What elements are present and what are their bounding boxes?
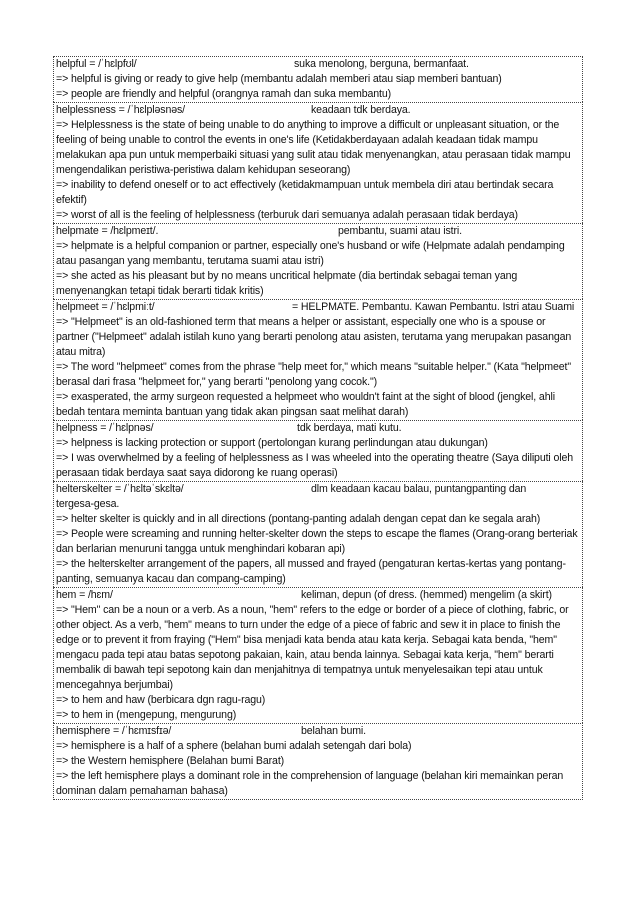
entry-helpful <box>53 56 583 102</box>
entry-head <box>56 588 580 603</box>
example-line: => to hem and haw (berbicara dgn ragu-ragu) <box>56 694 266 706</box>
example-line: => to hem in (mengepung, mengurung) <box>56 709 237 721</box>
definition-continued: tergesa-gesa. <box>56 498 120 510</box>
definition: keliman, depun (of dress. (hemmed) mengelim (a skirt) <box>301 589 552 601</box>
entry-helpmeet <box>53 299 583 420</box>
entry-head <box>56 57 580 72</box>
entry-head <box>56 224 580 239</box>
definition: = HELPMATE. Pembantu. Kawan Pembantu. Istri atau Suami <box>292 301 575 313</box>
definition: pembantu, suami atau istri. <box>338 225 462 237</box>
example-line: => she acted as his pleasant but by no means uncritical helpmate (dia bertindak sebagai teman yang menyenangkan tetapi tidak berarti tidak kritis) <box>56 270 518 297</box>
example-line: => I was overwhelmed by a feeling of helplessness as I was wheeled into the operating theatre (Saya diliputi oleh perasaan tidak berdaya saat saya didorong ke ruang operasi) <box>56 452 574 479</box>
example-line: => the left hemisphere plays a dominant role in the comprehension of language (belahan kiri memainkan peran dominan dalam pemahaman bahasa) <box>56 770 564 797</box>
example-line: => helpful is giving or ready to give help (membantu adalah memberi atau siap memberi bantuan) <box>56 73 502 85</box>
entry-head <box>56 103 580 118</box>
example-line: => hemisphere is a half of a sphere (belahan bumi adalah setengah dari bola) <box>56 740 412 752</box>
definition: suka menolong, berguna, bermanfaat. <box>294 58 469 70</box>
entry-head <box>56 482 580 497</box>
example-line: => "Hem" can be a noun or a verb. As a noun, "hem" refers to the edge or border of a piece of clothing, fabric, or other object. As a verb, "hem" means to turn under the edge of a piece of fabric and sew it in place to finish the edge or to prevent it from fraying ("Hem" bisa menjadi kata benda atau kata kerja. Sebagai kata benda, "hem" mengacu pada tepi atau batas sepotong pakaian, kain, atau benda lainnya. Sebagai kata kerja, "hem" berarti membalik di bawah tepi sepotong kain dan menjahitnya di tempatnya untuk menyelesaikan tepi atau untuk mencegahnya berjumbai) <box>56 604 569 691</box>
headword: helterskelter = /ˈhɛltəˈskɛltə/ <box>56 483 184 495</box>
example-line: => Helplessness is the state of being unable to do anything to improve a difficult or unpleasant situation, or the feeling of being unable to control the events in one's life (Ketidakberdayaan adalah keadaan tidak mampu melakukan apa pun untuk memperbaiki situasi yang sulit atau tidak menyenangkan, atau perasaan tidak mampu mengendalikan peristiwa-peristiwa dalam kehidupan seseorang) <box>56 119 571 176</box>
headword: helpmeet = /ˈhɛlpmiːt/ <box>56 301 155 313</box>
entry-helplessness <box>53 102 583 223</box>
example-line: => helpness is lacking protection or support (pertolongan kurang perlindungan atau dukungan) <box>56 437 488 449</box>
example-line: => helpmate is a helpful companion or partner, especially one's husband or wife (Helpmate adalah pendamping atau pasangan yang membantu, terutama suami atau istri) <box>56 240 565 267</box>
example-line: => people are friendly and helpful (orangnya ramah dan suka membantu) <box>56 88 392 100</box>
entry-helpmate <box>53 223 583 299</box>
headword: hemisphere = /ˈhɛmɪsfɪə/ <box>56 725 172 737</box>
definition: tdk berdaya, mati kutu. <box>297 422 402 434</box>
definition: belahan bumi. <box>301 725 366 737</box>
headword: helpmate = /hɛlpmeɪt/. <box>56 225 159 237</box>
dictionary-page <box>53 56 583 800</box>
example-line: => the Western hemisphere (Belahan bumi Barat) <box>56 755 285 767</box>
example-line: => the helterskelter arrangement of the papers, all mussed and frayed (pengaturan kertas-kertas yang pontang-panting, semuanya kacau dan compang-camping) <box>56 558 566 585</box>
example-line: => The word "helpmeet" comes from the phrase "help meet for," which means "suitable helper." (Kata "helpmeet" berasal dari frasa "helpmeet for," yang berarti "penolong yang cocok.") <box>56 361 571 388</box>
entry-hemisphere <box>53 723 583 800</box>
example-line: => "Helpmeet" is an old-fashioned term that means a helper or assistant, especially one who is a spouse or partner ("Helpmeet" adalah istilah kuno yang berarti penolong atau asisten, terutama yang merupakan pasangan atau mitra) <box>56 316 572 358</box>
entry-head <box>56 724 580 739</box>
headword: helplessness = /ˈhɛlpləsnəs/ <box>56 104 185 116</box>
definition: dlm keadaan kacau balau, puntangpanting dan <box>311 483 527 495</box>
entry-head <box>56 300 580 315</box>
definition: keadaan tdk berdaya. <box>311 104 411 116</box>
example-line: => exasperated, the army surgeon requested a helpmeet who wouldn't faint at the sight of blood (jengkel, ahli bedah tentara meminta bantuan yang tidak akan pingsan saat melihat darah) <box>56 391 555 418</box>
headword: hem = /hɛm/ <box>56 589 113 601</box>
entry-helpness <box>53 420 583 481</box>
entry-head <box>56 421 580 436</box>
example-line: => People were screaming and running helter-skelter down the steps to escape the flames (Orang-orang berteriak dan berlarian menuruni tangga untuk menghindari kobaran api) <box>56 528 578 555</box>
entry-helterskelter <box>53 481 583 587</box>
headword: helpful = /ˈhɛlpfʊl/ <box>56 58 137 70</box>
example-line: => worst of all is the feeling of helplessness (terburuk dari semuanya adalah perasaan tidak berdaya) <box>56 209 518 221</box>
example-line: => inability to defend oneself or to act effectively (ketidakmampuan untuk membela diri atau bertindak secara efektif) <box>56 179 554 206</box>
headword: helpness = /ˈhɛlpnəs/ <box>56 422 154 434</box>
entry-hem <box>53 587 583 723</box>
example-line: => helter skelter is quickly and in all directions (pontang-panting adalah dengan cepat dan ke segala arah) <box>56 513 541 525</box>
